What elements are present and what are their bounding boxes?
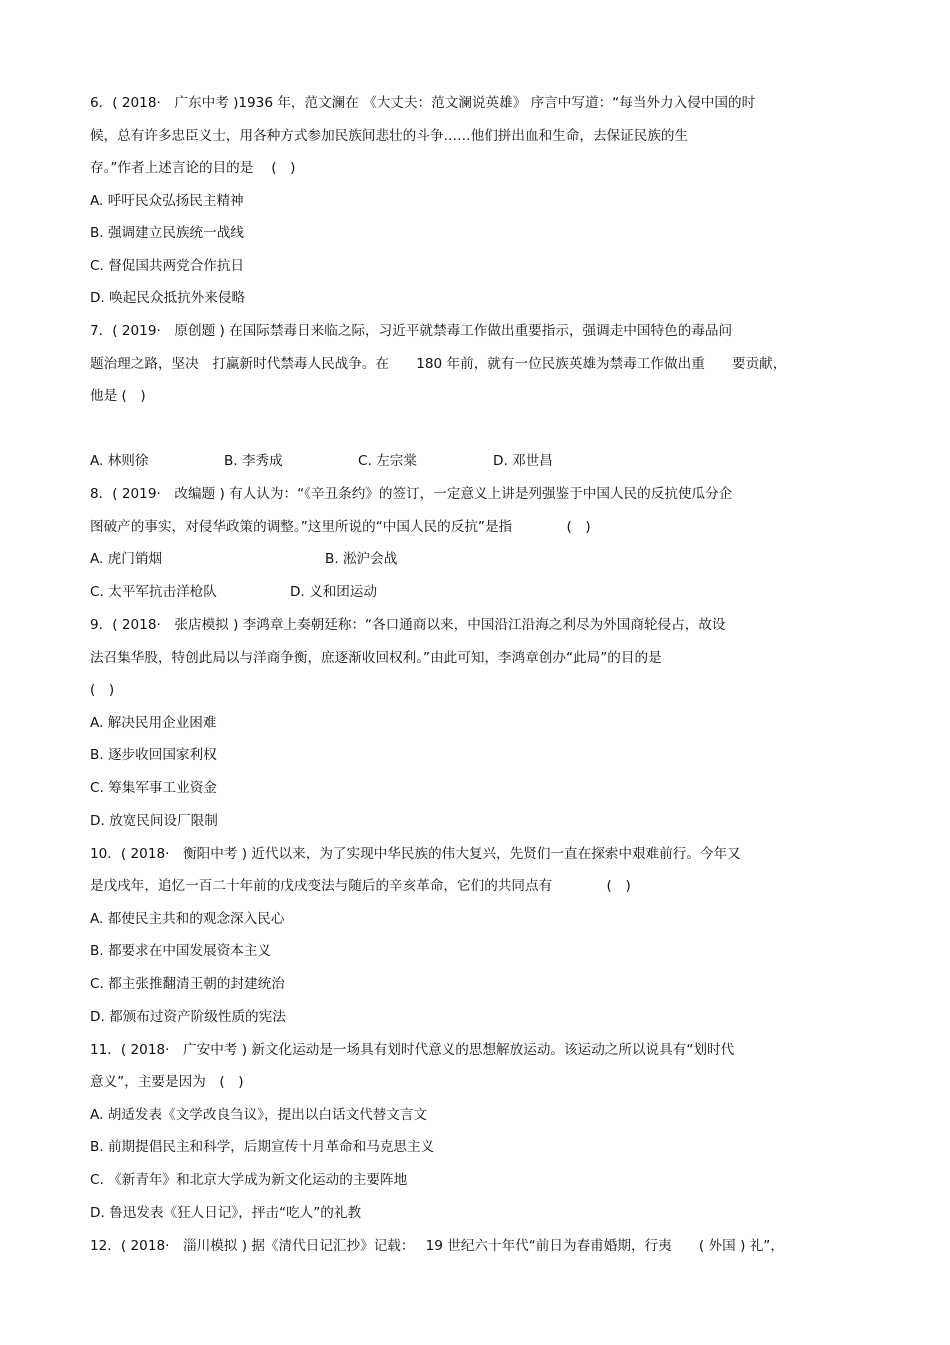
question-10-option-a: A. 都使民主共和的观念深入民心 <box>90 911 285 927</box>
question-11-line-1: 11．( 2018· 广安中考 ) 新文化运动是一场具有划时代意义的思想解放运动。该运动之所以说具有“划时代 <box>90 1042 735 1058</box>
question-8-line-2: 图破产的事实，对侵华政策的调整。”这里所说的“中国人民的反抗”是指 ( ) <box>90 519 591 535</box>
question-11-line-2: 意义”，主要是因为 ( ) <box>90 1074 244 1090</box>
question-10-option-b: B. 都要求在中国发展资本主义 <box>90 943 272 959</box>
question-9-option-b: B. 逐步收回国家利权 <box>90 747 217 763</box>
question-8-option-c: C. 太平军抗击洋枪队 <box>90 584 217 600</box>
question-7-line-1: 7．( 2019· 原创题 ) 在国际禁毒日来临之际，习近平就禁毒工作做出重要指示，强调走中国特色的毒品问 <box>90 323 733 339</box>
question-6-option-c: C. 督促国共两党合作抗日 <box>90 258 245 274</box>
question-7-line-3: 他是 ( ) <box>90 388 146 404</box>
question-6-line-1: 6．( 2018· 广东中考 )1936 年，范文澜在 《大丈夫：范文澜说英雄》 序言中写道：“每当外力入侵中国的时 <box>90 95 756 111</box>
question-6-option-d: D. 唤起民众抵抗外来侵略 <box>90 290 246 306</box>
question-8-option-a: A. 虎门销烟 <box>90 551 163 567</box>
question-6-line-3: 存。”作者上述言论的目的是 ( ) <box>90 160 296 176</box>
question-11-option-d: D. 鲁迅发表《狂人日记》，抨击“吃人”的礼教 <box>90 1205 362 1221</box>
question-11-option-a: A. 胡适发表《文学改良刍议》，提出以白话文代替文言文 <box>90 1107 428 1123</box>
question-7-option-d: D. 邓世昌 <box>493 453 553 469</box>
question-10-line-1: 10．( 2018· 衡阳中考 ) 近代以来，为了实现中华民族的伟大复兴，先贤们一直在探索中艰难前行。今年又 <box>90 846 741 862</box>
question-7-line-2: 题治理之路，坚决 打赢新时代禁毒人民战争。在 180 年前，就有一位民族英雄为禁毒工作做出重 要贡献， <box>90 356 787 372</box>
question-10-line-2: 是戊戌年，追忆一百二十年前的戊戌变法与随后的辛亥革命，它们的共同点有 ( ) <box>90 878 631 894</box>
question-9-option-d: D. 放宽民间设厂限制 <box>90 813 218 829</box>
question-11-option-c: C. 《新青年》和北京大学成为新文化运动的主要阵地 <box>90 1172 408 1188</box>
question-10-option-c: C. 都主张推翻清王朝的封建统治 <box>90 976 285 992</box>
question-11-option-b: B. 前期提倡民主和科学，后期宣传十月革命和马克思主义 <box>90 1139 435 1155</box>
question-10-option-d: D. 都颁布过资产阶级性质的宪法 <box>90 1009 286 1025</box>
question-6-line-2: 候，总有许多忠臣义士，用各种方式参加民族间悲壮的斗争……他们拼出血和生命，去保证民族的生 <box>90 128 689 144</box>
question-8-option-d: D. 义和团运动 <box>290 584 378 600</box>
question-12-line-1: 12．( 2018· 淄川模拟 ) 据《清代日记汇抄》记载： 19 世纪六十年代“前日为春甫婚期，行夷 ( 外国 ) 礼”， <box>90 1238 784 1254</box>
question-8-line-1: 8．( 2019· 改编题 ) 有人认为：“《辛丑条约》的签订，一定意义上讲是列强鉴于中国人民的反抗使瓜分企 <box>90 486 733 502</box>
question-8-option-b: B. 淞沪会战 <box>325 551 398 567</box>
question-9-line-3: ( ) <box>90 682 115 698</box>
question-7-option-b: B. 李秀成 <box>224 453 283 469</box>
question-9-line-2: 法召集华股，特创此局以与洋商争衡，庶逐渐收回权利。”由此可知，李鸿章创办“此局”的目的是 <box>90 650 662 666</box>
question-6-option-b: B. 强调建立民族统一战线 <box>90 225 244 241</box>
question-9-option-c: C. 筹集军事工业资金 <box>90 780 217 796</box>
question-7-option-a: A. 林则徐 <box>90 453 149 469</box>
question-9-line-1: 9．( 2018· 张店模拟 ) 李鸿章上奏朝廷称：“各口通商以来，中国沿江沿海之利尽为外国商轮侵占，故设 <box>90 617 726 633</box>
question-9-option-a: A. 解决民用企业困难 <box>90 715 217 731</box>
question-6-option-a: A. 呼吁民众弘扬民主精神 <box>90 193 244 209</box>
question-7-option-c: C. 左宗棠 <box>358 453 417 469</box>
